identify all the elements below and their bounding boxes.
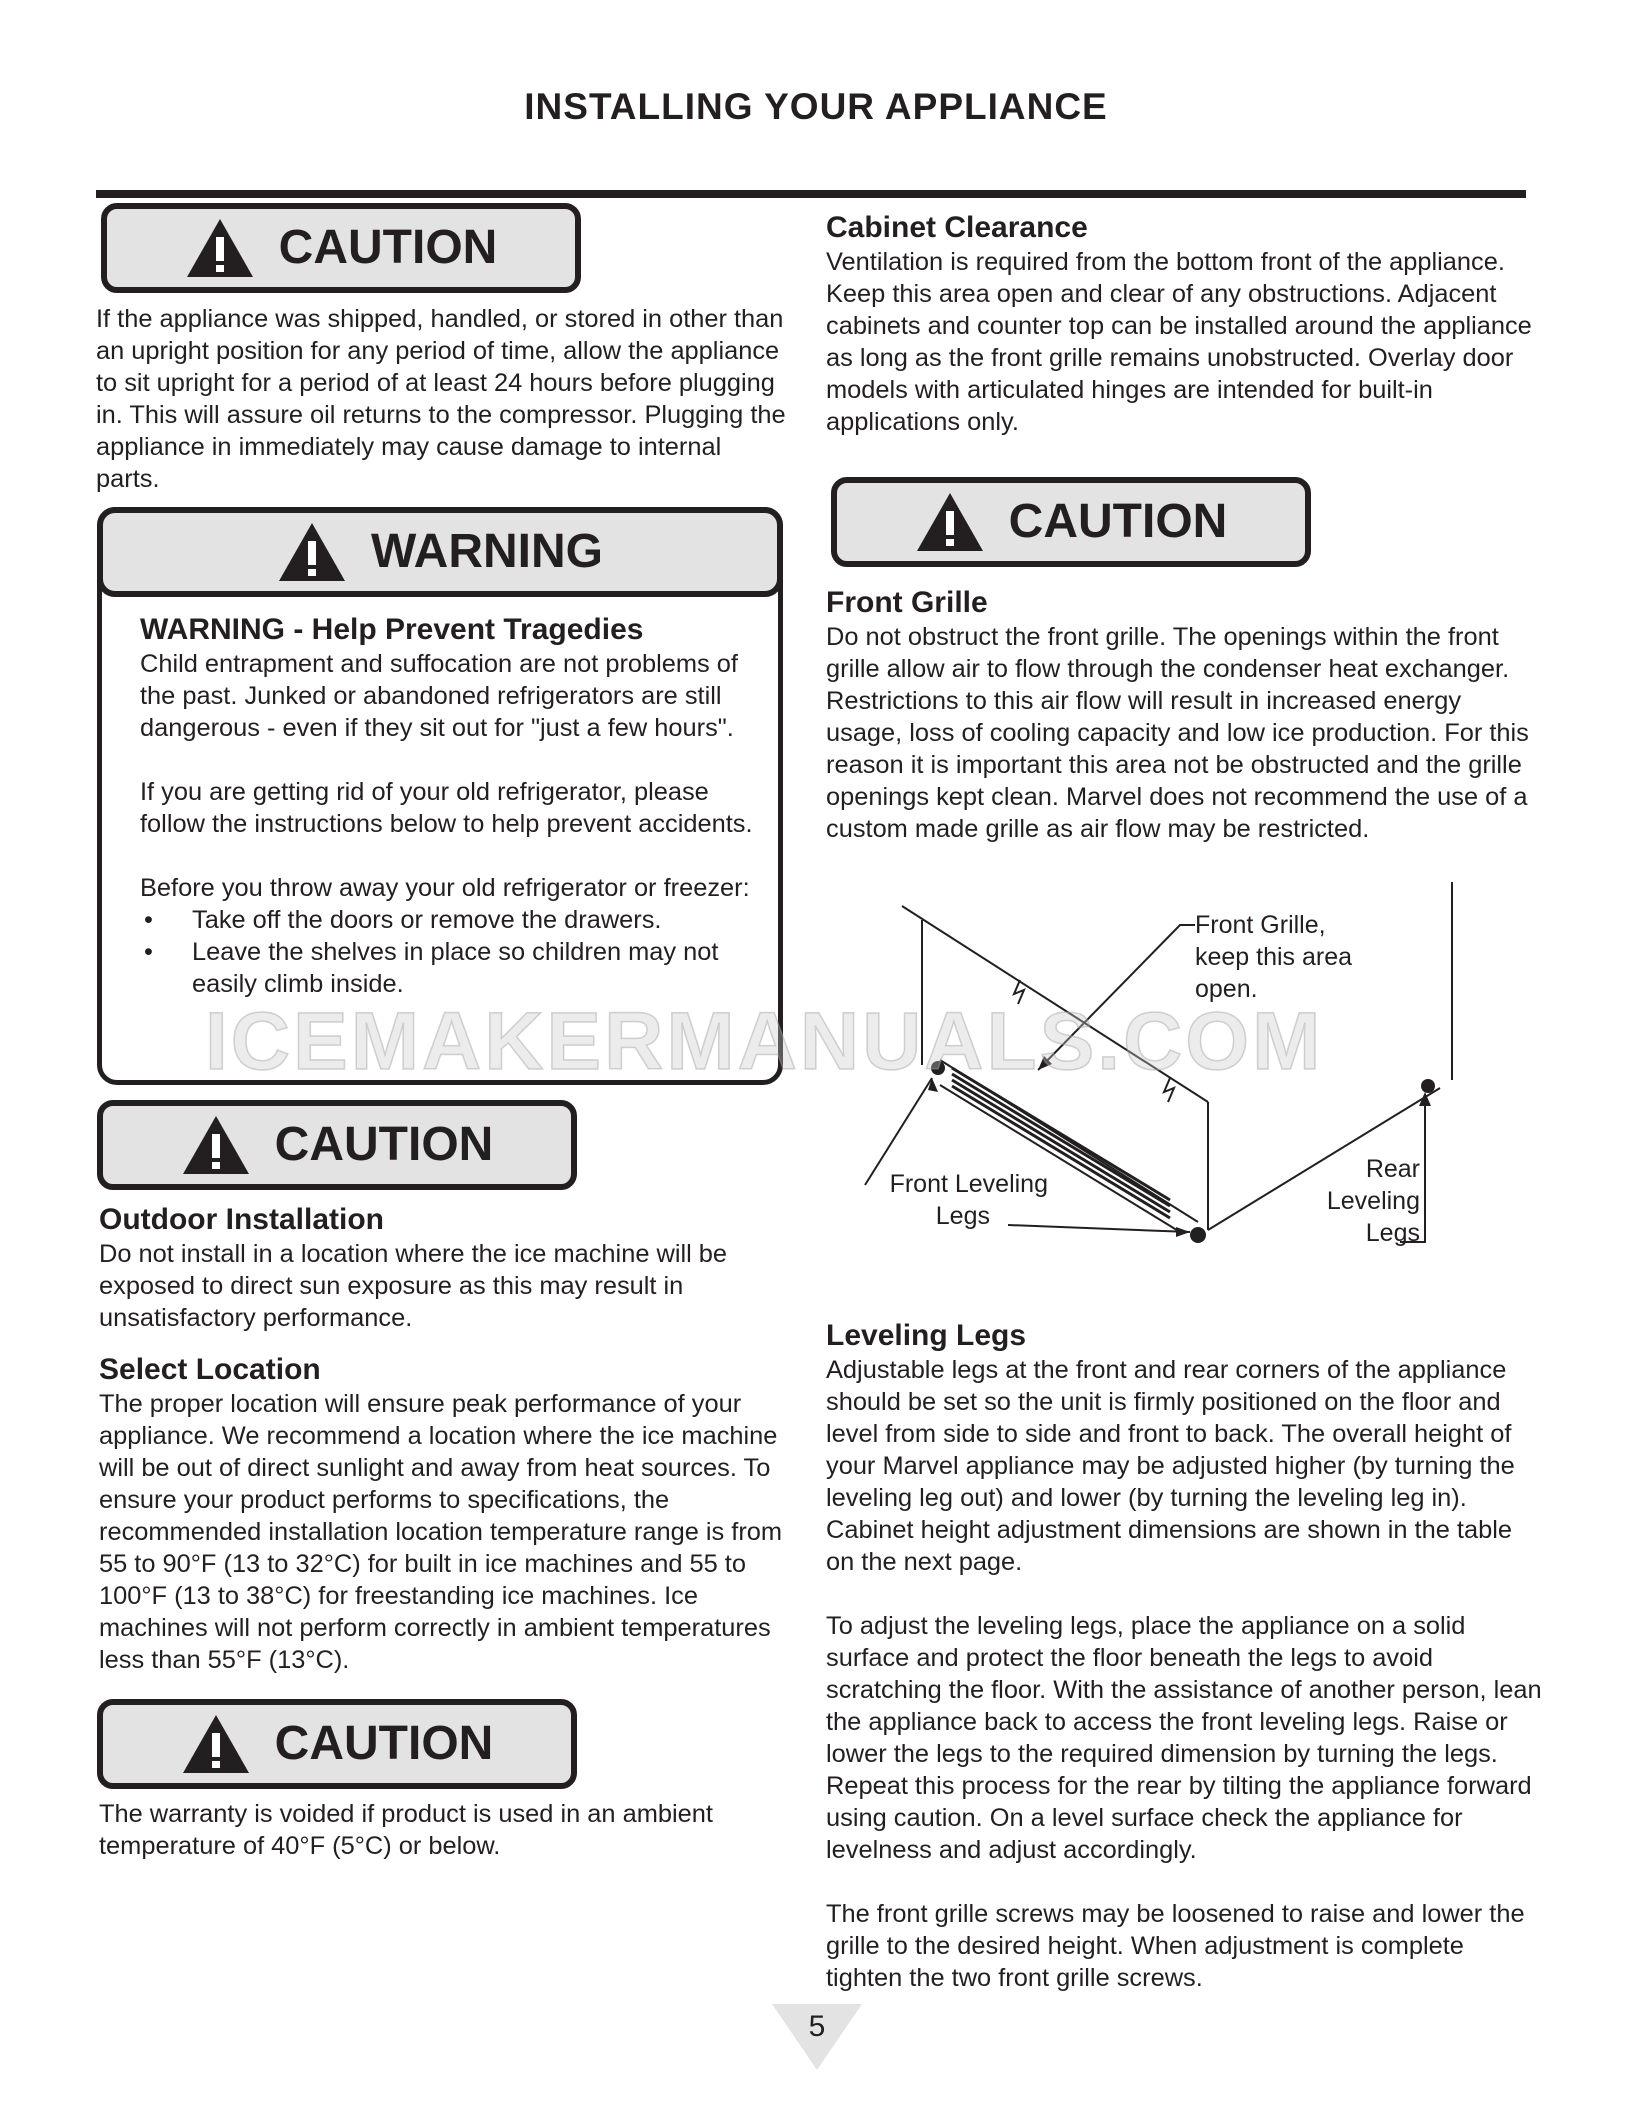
warning-para-2: If you are getting rid of your old refrigerator, please follow the instructions below to help prevent accidents. (140, 778, 753, 838)
warning-label: WARNING (371, 525, 603, 578)
header-rule (96, 190, 1526, 198)
cabinet-clearance-text: Ventilation is required from the bottom front of the appliance. Keep this area open and clear of any obstructions. Adjacent cabinets and counter top can be installed around the appliance as long as the front grille remains unobstructed. Overlay door models with articulated hinges are intended for built-in applications only. (826, 248, 1532, 436)
page-number: 5 (808, 2010, 826, 2043)
caution-label: CAUTION (1008, 495, 1228, 548)
caution-label: CAUTION (278, 221, 498, 274)
watermark: ICEMAKERMANUALS.COM (205, 996, 1324, 1087)
bullet-text: Leave the shelves in place so children may not easily climb inside. (192, 938, 719, 998)
diagram-label-rear-legs: Rear Leveling Legs (1326, 1155, 1420, 1247)
list-item (140, 904, 770, 936)
bullet: • (144, 906, 153, 934)
leveling-para-2: To adjust the leveling legs, place the appliance on a solid surface and protect the floor beneath the legs to avoid scratching the floor. With the assistance of another person, lean the appliance back to access the front leveling legs. Raise or lower the legs to the required dimension by turning the legs. Repeat this process for the rear by tilting the appliance forward using caution. On a level surface check the appliance for levelness and adjust accordingly. (826, 1612, 1542, 1864)
warning-heading: WARNING - Help Prevent Tragedies (140, 613, 644, 646)
cabinet-clearance-heading: Cabinet Clearance (826, 211, 1088, 244)
select-location-text: The proper location will ensure peak performance of your appliance. We recommend a location where the ice machine will be out of direct sunlight and away from heat sources. To ensure your product performs to specifications, the recommended installation location temperature range is from 55 to 90°F (13 to 32°C) for built in ice machines and 55 to 100°F (13 to 38°C) for freestanding ice machines. Ice machines will not perform correctly in ambient temperatures less than 55°F (13°C). (99, 1390, 783, 1674)
caution-banner-3 (97, 1699, 577, 1789)
front-grille-text: Do not obstruct the front grille. The openings within the front grille allow air to flow through the condenser heat exchanger. Restrictions to this air flow will result in increased energy usage, loss of cooling capacity and low ice production. For this reason it is important this area not be obstructed and the grille openings kept clean. Marvel does not recommend the use of a custom made grille as air flow may be restricted. (826, 623, 1529, 843)
front-grille-section (826, 585, 1536, 845)
diagram-label-front-legs: Front Leveling Legs (889, 1170, 1048, 1230)
warning-triangle-icon (181, 1114, 251, 1176)
outdoor-text: Do not install in a location where the ice machine will be exposed to direct sun exposure as this may result in unsatisfactory performance. (99, 1240, 728, 1332)
warning-content (140, 612, 770, 1000)
leveling-legs-section (826, 1318, 1546, 1994)
front-grille-heading: Front Grille (826, 586, 988, 619)
bullet-text: Take off the doors or remove the drawers. (192, 906, 662, 934)
caution-1-text: If the appliance was shipped, handled, or stored in other than an upright position for any period of time, allow the appliance to sit upright for a period of at least 24 hours before plugging in. This will assure oil returns to the compressor. Plugging the appliance in immediately may cause damage to internal parts. (96, 305, 786, 493)
caution-banner-4 (831, 477, 1311, 567)
caution-label: CAUTION (274, 1118, 494, 1171)
caution-banner-1 (101, 203, 581, 293)
leveling-legs-heading: Leveling Legs (826, 1319, 1027, 1352)
leveling-para-1: Adjustable legs at the front and rear corners of the appliance should be set so the unit is firmly positioned on the floor and level from side to side and front to back. The overall height of your Marvel appliance may be adjusted higher (by turning the leveling leg out) and lower (by turning the leveling leg in). Cabinet height adjustment dimensions are shown in the table on the next page. (826, 1356, 1515, 1576)
warning-triangle-icon (915, 491, 985, 553)
warning-triangle-icon (181, 1713, 251, 1775)
caution-label: CAUTION (274, 1717, 494, 1770)
outdoor-heading: Outdoor Installation (99, 1203, 384, 1236)
warning-para-1: Child entrapment and suffocation are not problems of the past. Junked or abandoned refrigerators are still dangerous - even if they sit out for "just a few hours". (140, 650, 738, 742)
bullet: • (144, 938, 153, 966)
select-location-section (99, 1352, 799, 1676)
warning-banner (97, 507, 783, 597)
warning-triangle-icon (277, 521, 347, 583)
leveling-para-3: The front grille screws may be loosened to raise and lower the grille to the desired height. When adjustment is complete tighten the two front grille screws. (826, 1900, 1525, 1992)
list-item (140, 936, 770, 1000)
caution-banner-2 (97, 1100, 577, 1190)
warning-triangle-icon (185, 217, 255, 279)
page-title: INSTALLING YOUR APPLIANCE (524, 86, 1108, 127)
warning-para-3: Before you throw away your old refrigerator or freezer: (140, 874, 750, 902)
caution-3-text: The warranty is voided if product is used in an ambient temperature of 40°F (5°C) or below. (99, 1800, 713, 1860)
cabinet-clearance-section (826, 210, 1536, 438)
diagram-label-front-grille: Front Grille, keep this area open. (1195, 911, 1353, 1003)
outdoor-section (99, 1202, 789, 1334)
select-location-heading: Select Location (99, 1353, 321, 1386)
